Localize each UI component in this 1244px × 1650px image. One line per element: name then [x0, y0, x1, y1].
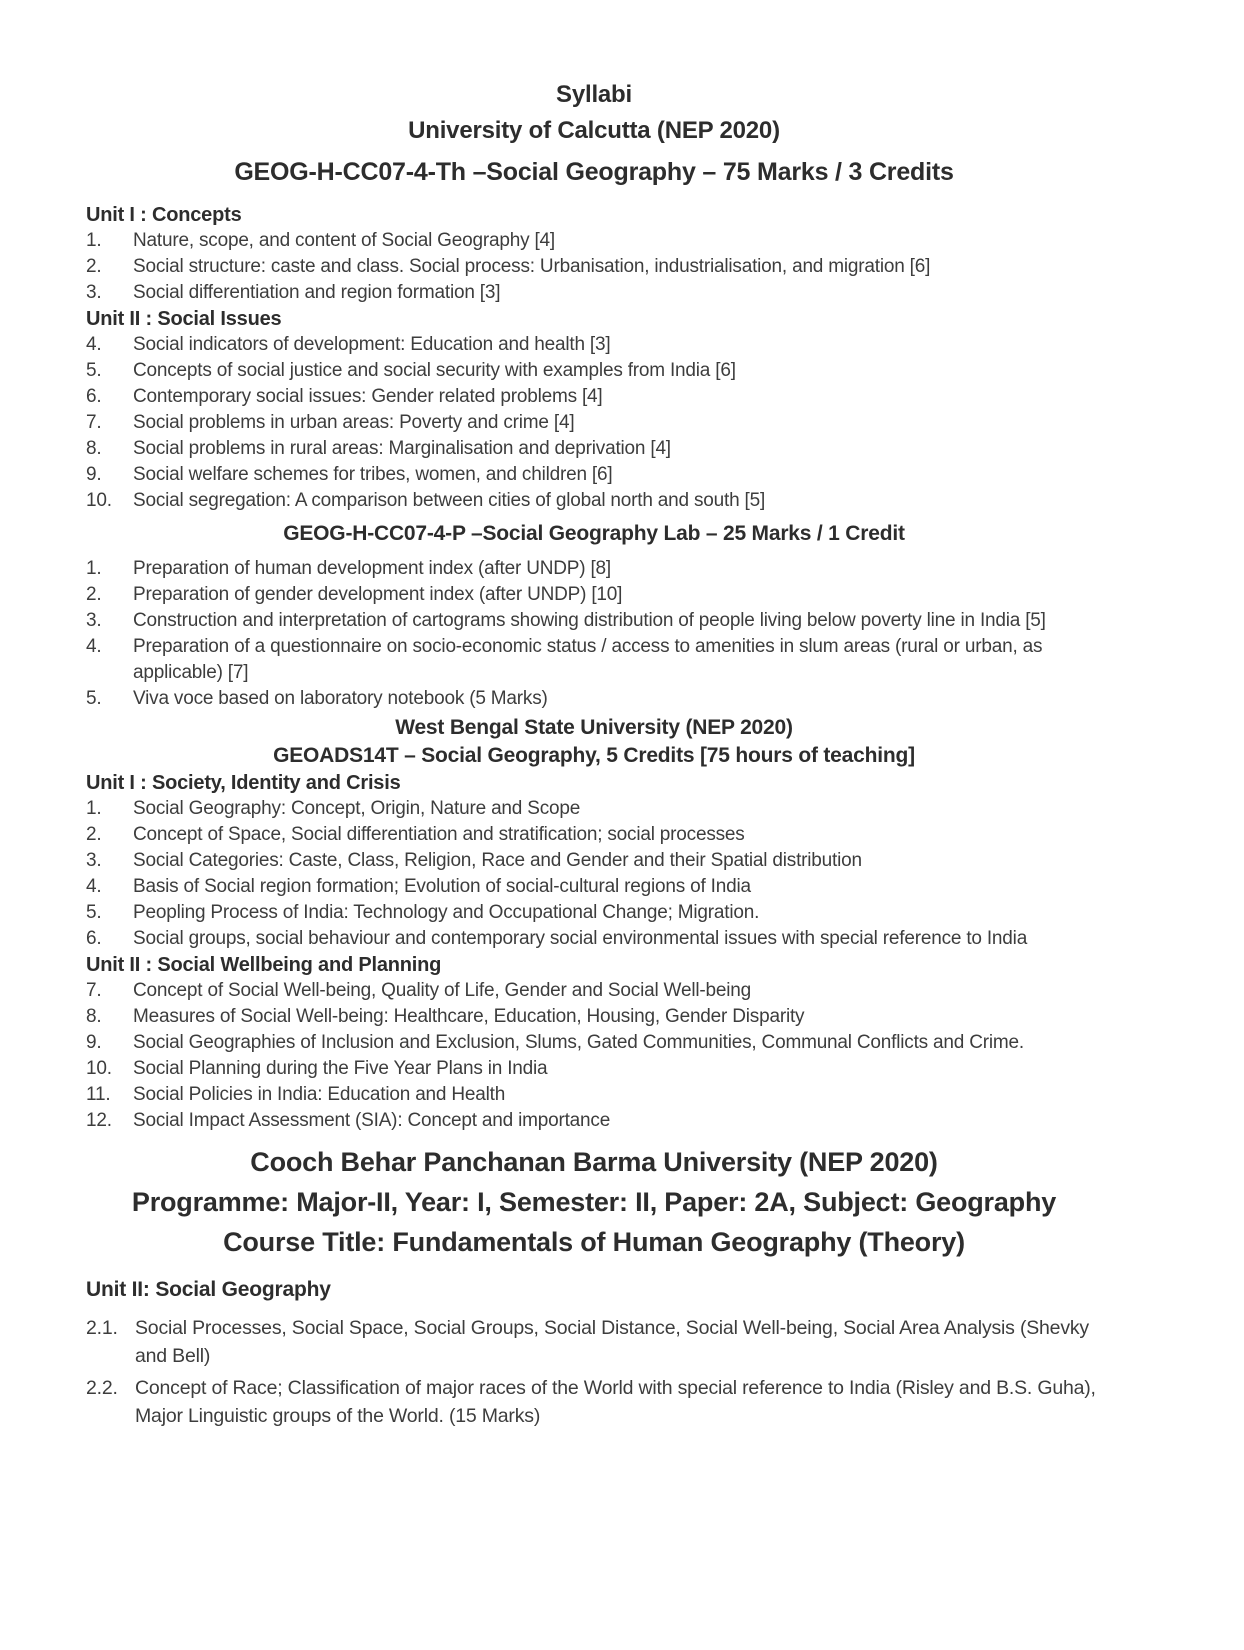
- list-item: [86, 1056, 1102, 1082]
- list-item-text: Social groups, social behaviour and contemporary social environmental issues with special reference to India: [133, 928, 1028, 949]
- cbpbu-list: [86, 1315, 1102, 1430]
- list-item: [86, 848, 1102, 874]
- cbpbu-section: [86, 1142, 1102, 1262]
- list-item-text: Social differentiation and region formation [3]: [133, 282, 501, 303]
- list-item-text: Contemporary social issues: Gender related problems [4]: [133, 386, 603, 407]
- list-item-text: Peopling Process of India: Technology and Occupational Change; Migration.: [133, 902, 760, 923]
- list-item: [86, 1375, 1102, 1430]
- calcutta-unit1-list: [86, 228, 1102, 306]
- page-title: Syllabi: [556, 81, 632, 108]
- list-item: [86, 254, 1102, 280]
- list-item-number: 6.: [86, 386, 102, 407]
- calcutta-unit2-list: [86, 332, 1102, 514]
- list-item-text: Social Geography: Concept, Origin, Nature and Scope: [133, 798, 581, 819]
- cbpbu-university-heading: Cooch Behar Panchanan Barma University (NEP 2020): [250, 1147, 938, 1177]
- list-item-text: Social segregation: A comparison between cities of global north and south [5]: [133, 490, 766, 511]
- calcutta-theory-course-heading: GEOG-H-CC07-4-Th –Social Geography – 75 Marks / 3 Credits: [234, 158, 954, 186]
- list-item-text: Social Planning during the Five Year Plans in India: [133, 1058, 548, 1079]
- list-item-number: 8.: [86, 438, 102, 459]
- list-item-text: Social indicators of development: Education and health [3]: [133, 334, 611, 355]
- list-item: [86, 384, 1102, 410]
- list-item: [86, 228, 1102, 254]
- list-item: [86, 978, 1102, 1004]
- list-item-number: 2.: [86, 584, 102, 605]
- list-item: [86, 436, 1102, 462]
- list-item: [86, 1004, 1102, 1030]
- list-item: [86, 1030, 1102, 1056]
- wbsu-unit1-list: [86, 796, 1102, 952]
- list-item-text: Construction and interpretation of cartograms showing distribution of people living below poverty line in India [5]: [133, 610, 1046, 631]
- list-item-number: 5.: [86, 902, 102, 923]
- list-item-text: Social Impact Assessment (SIA): Concept and importance: [133, 1110, 611, 1131]
- list-item-text: Concept of Race; Classification of major races of the World with special reference to India (Risley and B.S. Guha), Major Linguistic groups of the World. (15 Marks): [135, 1377, 1096, 1427]
- cbpbu-course-title-heading: Course Title: Fundamentals of Human Geography (Theory): [223, 1227, 965, 1257]
- list-item-number: 6.: [86, 928, 102, 949]
- list-item-text: Concept of Social Well-being, Quality of Life, Gender and Social Well-being: [133, 980, 751, 1001]
- list-item: [86, 608, 1102, 634]
- list-item-number: 1.: [86, 558, 102, 579]
- list-item-text: Social Processes, Social Space, Social Groups, Social Distance, Social Well-being, Social Area Analysis (Shevky and Bell): [135, 1317, 1089, 1367]
- calcutta-lab-list: [86, 556, 1102, 712]
- list-item-number: 3.: [86, 282, 102, 303]
- list-item: [86, 1082, 1102, 1108]
- list-item: [86, 822, 1102, 848]
- list-item-number: 2.2.: [86, 1377, 118, 1399]
- calcutta-unit1-heading: Unit I : Concepts: [86, 204, 242, 226]
- list-item-text: Social welfare schemes for tribes, women, and children [6]: [133, 464, 613, 485]
- list-item-number: 10.: [86, 1058, 112, 1079]
- list-item-text: Concept of Space, Social differentiation and stratification; social processes: [133, 824, 745, 845]
- wbsu-university-heading: West Bengal State University (NEP 2020): [395, 716, 793, 739]
- list-item-text: Preparation of gender development index (after UNDP) [10]: [133, 584, 623, 605]
- list-item-text: Preparation of a questionnaire on socio-economic status / access to amenities in slum areas (rural or urban, as applicable) [7]: [133, 636, 1043, 683]
- list-item-number: 2.: [86, 256, 102, 277]
- list-item: [86, 900, 1102, 926]
- cbpbu-unit-heading: Unit II: Social Geography: [86, 1278, 331, 1301]
- list-item-number: 3.: [86, 850, 102, 871]
- calcutta-lab-course-heading: GEOG-H-CC07-4-P –Social Geography Lab – 25 Marks / 1 Credit: [283, 522, 905, 545]
- list-item-number: 5.: [86, 688, 102, 709]
- list-item: [86, 1315, 1102, 1370]
- list-item-text: Social Categories: Caste, Class, Religion, Race and Gender and their Spatial distribution: [133, 850, 862, 871]
- list-item-text: Basis of Social region formation; Evolution of social-cultural regions of India: [133, 876, 751, 897]
- list-item-number: 4.: [86, 876, 102, 897]
- list-item-number: 1.: [86, 230, 102, 251]
- list-item-number: 12.: [86, 1110, 112, 1131]
- wbsu-section: [86, 714, 1102, 770]
- cbpbu-programme-heading: Programme: Major-II, Year: I, Semester: II, Paper: 2A, Subject: Geography: [131, 1187, 1057, 1217]
- list-item-number: 4.: [86, 636, 102, 657]
- list-item-number: 4.: [86, 334, 102, 355]
- list-item-text: Preparation of human development index (after UNDP) [8]: [133, 558, 611, 579]
- list-item-text: Social problems in urban areas: Poverty and crime [4]: [133, 412, 575, 433]
- list-item: [86, 1108, 1102, 1134]
- calcutta-university-heading: University of Calcutta (NEP 2020): [408, 117, 780, 144]
- list-item-number: 1.: [86, 798, 102, 819]
- list-item: [86, 634, 1102, 686]
- list-item: [86, 874, 1102, 900]
- list-item: [86, 358, 1102, 384]
- list-item: [86, 796, 1102, 822]
- list-item-number: 8.: [86, 1006, 102, 1027]
- calcutta-unit2-heading: Unit II : Social Issues: [86, 308, 282, 330]
- list-item-number: 2.1.: [86, 1317, 118, 1339]
- list-item-number: 9.: [86, 464, 102, 485]
- list-item-text: Social Geographies of Inclusion and Exclusion, Slums, Gated Communities, Communal Conflicts and Crime.: [133, 1032, 1024, 1053]
- list-item: [86, 280, 1102, 306]
- list-item: [86, 556, 1102, 582]
- list-item-number: 9.: [86, 1032, 102, 1053]
- list-item-number: 11.: [86, 1084, 111, 1105]
- syllabus-document: [86, 0, 1102, 1430]
- list-item: [86, 410, 1102, 436]
- wbsu-course-heading: GEOADS14T – Social Geography, 5 Credits [75 hours of teaching]: [273, 744, 915, 767]
- list-item-text: Social Policies in India: Education and Health: [133, 1084, 506, 1105]
- list-item-number: 5.: [86, 360, 102, 381]
- list-item: [86, 582, 1102, 608]
- list-item: [86, 332, 1102, 358]
- list-item: [86, 926, 1102, 952]
- list-item: [86, 488, 1102, 514]
- list-item: [86, 462, 1102, 488]
- list-item: [86, 686, 1102, 712]
- list-item-number: 3.: [86, 610, 102, 631]
- list-item-number: 7.: [86, 980, 102, 1001]
- list-item-text: Viva voce based on laboratory notebook (5 Marks): [133, 688, 548, 709]
- wbsu-unit1-heading: Unit I : Society, Identity and Crisis: [86, 772, 401, 794]
- list-item-number: 10.: [86, 490, 112, 511]
- list-item-text: Nature, scope, and content of Social Geography [4]: [133, 230, 555, 251]
- list-item-text: Social problems in rural areas: Marginalisation and deprivation [4]: [133, 438, 671, 459]
- wbsu-unit2-list: [86, 978, 1102, 1134]
- wbsu-unit2-heading: Unit II : Social Wellbeing and Planning: [86, 954, 442, 976]
- list-item-number: 2.: [86, 824, 102, 845]
- list-item-text: Social structure: caste and class. Social process: Urbanisation, industrialisation, and migration [6]: [133, 256, 931, 277]
- list-item-text: Measures of Social Well-being: Healthcare, Education, Housing, Gender Disparity: [133, 1006, 805, 1027]
- list-item-number: 7.: [86, 412, 102, 433]
- list-item-text: Concepts of social justice and social security with examples from India [6]: [133, 360, 736, 381]
